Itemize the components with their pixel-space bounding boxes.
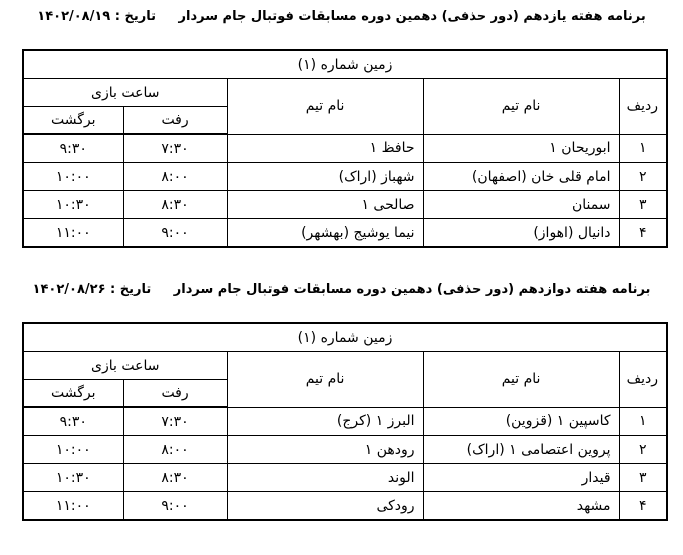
team2-cell: حافظ ۱ [227, 134, 423, 163]
table-row [23, 134, 667, 163]
week1-title: برنامه هفته یازدهم (دور حذفی) دهمین دوره مسابقات فوتبال جام سردار [178, 9, 646, 24]
week1-return-header: برگشت [23, 107, 123, 135]
return-time-cell: ۱۱:۰۰ [23, 492, 123, 521]
return-time-cell: ۹:۳۰ [23, 407, 123, 436]
depart-time-cell: ۷:۳۰ [123, 407, 227, 436]
radif-cell: ۳ [619, 464, 667, 492]
team1-cell: قیدار [423, 464, 619, 492]
week1-heading [0, 9, 683, 24]
depart-time-cell: ۸:۳۰ [123, 464, 227, 492]
team2-cell: صالحی ۱ [227, 191, 423, 219]
depart-time-cell: ۹:۰۰ [123, 492, 227, 521]
team1-cell: دانیال (اهواز) [423, 219, 619, 248]
return-time-cell: ۱۱:۰۰ [23, 219, 123, 248]
radif-cell: ۱ [619, 134, 667, 163]
week1-schedule-table [22, 49, 668, 248]
team1-cell: کاسپین ۱ (قزوین) [423, 407, 619, 436]
team1-cell: امام قلی خان (اصفهان) [423, 163, 619, 191]
return-time-cell: ۱۰:۰۰ [23, 163, 123, 191]
week2-radif-header: ردیف [619, 352, 667, 408]
depart-time-cell: ۸:۳۰ [123, 191, 227, 219]
team2-cell: شهباز (اراک) [227, 163, 423, 191]
table-row [23, 464, 667, 492]
return-time-cell: ۱۰:۰۰ [23, 436, 123, 464]
team1-cell: سمنان [423, 191, 619, 219]
week2-team2-header: نام تیم [227, 352, 423, 408]
depart-time-cell: ۸:۰۰ [123, 163, 227, 191]
radif-cell: ۴ [619, 219, 667, 248]
team2-cell: نیما یوشیج (بهشهر) [227, 219, 423, 248]
team2-cell: رودهن ۱ [227, 436, 423, 464]
week2-return-header: برگشت [23, 380, 123, 408]
table-row [23, 191, 667, 219]
depart-time-cell: ۹:۰۰ [123, 219, 227, 248]
week1-depart-header: رفت [123, 107, 227, 135]
team1-cell: ابوریحان ۱ [423, 134, 619, 163]
team1-cell: مشهد [423, 492, 619, 521]
table-row [23, 492, 667, 521]
week1-radif-header: ردیف [619, 79, 667, 135]
week1-team2-header: نام تیم [227, 79, 423, 135]
week2-heading [0, 282, 683, 297]
radif-cell: ۲ [619, 436, 667, 464]
table-row [23, 436, 667, 464]
return-time-cell: ۱۰:۳۰ [23, 464, 123, 492]
week2-team1-header: نام تیم [423, 352, 619, 408]
week1-team1-header: نام تیم [423, 79, 619, 135]
team1-cell: پروین اعتصامی ۱ (اراک) [423, 436, 619, 464]
week1-time-header: ساعت بازی [23, 79, 227, 107]
depart-time-cell: ۷:۳۰ [123, 134, 227, 163]
week2-schedule-table [22, 322, 668, 521]
team2-cell: رودکی [227, 492, 423, 521]
table-row [23, 407, 667, 436]
week1-field-label: زمین شماره (۱) [23, 50, 667, 79]
week2-field-label: زمین شماره (۱) [23, 323, 667, 352]
return-time-cell: ۱۰:۳۰ [23, 191, 123, 219]
return-time-cell: ۹:۳۰ [23, 134, 123, 163]
radif-cell: ۳ [619, 191, 667, 219]
week2-time-header: ساعت بازی [23, 352, 227, 380]
depart-time-cell: ۸:۰۰ [123, 436, 227, 464]
team2-cell: الوند [227, 464, 423, 492]
radif-cell: ۱ [619, 407, 667, 436]
week1-date: تاریخ : ۱۴۰۲/۰۸/۱۹ [37, 9, 156, 24]
radif-cell: ۴ [619, 492, 667, 521]
team2-cell: البرز ۱ (کرج) [227, 407, 423, 436]
table-row [23, 219, 667, 248]
week2-depart-header: رفت [123, 380, 227, 408]
week2-title: برنامه هفته دوازدهم (دور حذفی) دهمین دوره مسابقات فوتبال جام سردار [173, 282, 651, 297]
table-row [23, 163, 667, 191]
radif-cell: ۲ [619, 163, 667, 191]
week2-date: تاریخ : ۱۴۰۲/۰۸/۲۶ [32, 282, 152, 297]
